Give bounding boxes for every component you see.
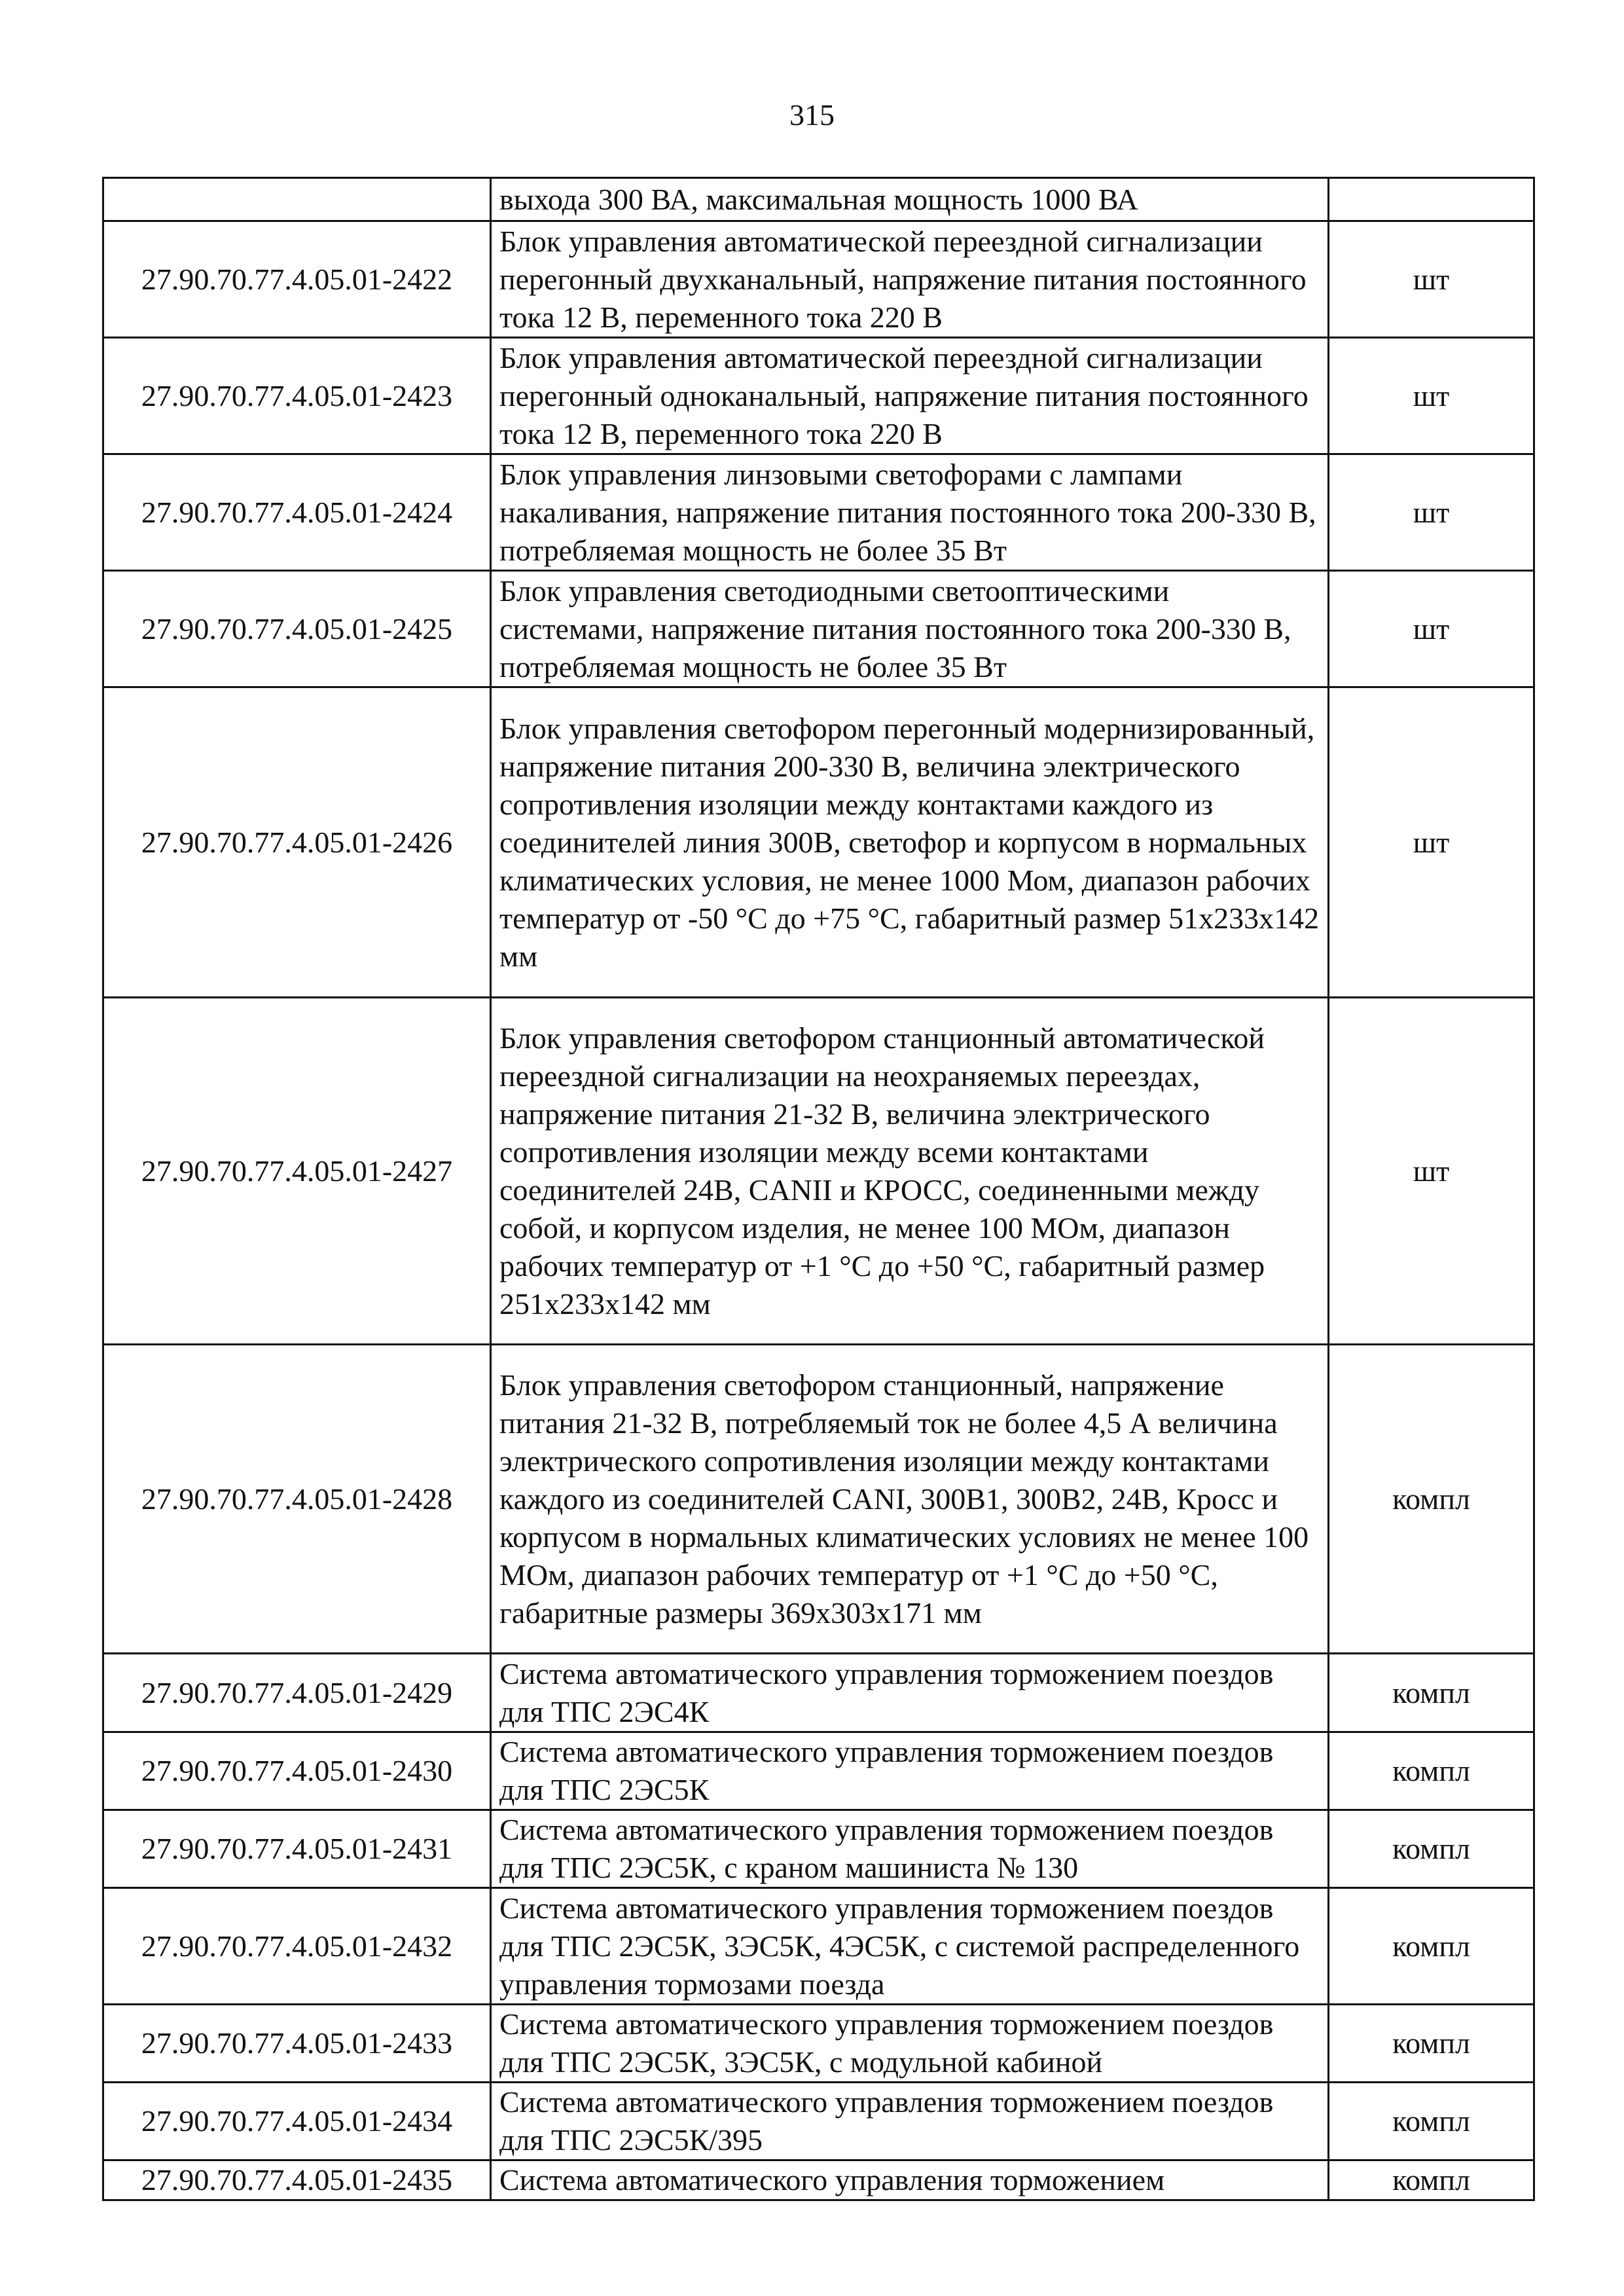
row-description: Блок управления светофором перегонный модернизированный, напряжение питания 200-330 В, величина электрического сопротивления изоляции между контактами каждого из соединителей линия 300В, светофор и корпусом в нормальных климатических условия, не менее 1000 Мом, диапазон рабочих температур от -50 °С до +75 °С, габаритный размер 51х233х142 мм bbox=[491, 687, 1329, 998]
row-code: 27.90.70.77.4.05.01-2422 bbox=[103, 221, 491, 338]
row-unit: шт bbox=[1329, 338, 1534, 454]
row-description: Блок управления светодиодными светооптическими системами, напряжение питания постоянного тока 200-330 В, потребляемая мощность не более 35 Вт bbox=[491, 571, 1329, 687]
row-code: 27.90.70.77.4.05.01-2434 bbox=[103, 2083, 491, 2160]
table-row bbox=[103, 454, 1534, 571]
table-row bbox=[103, 178, 1534, 221]
row-description: выхода 300 ВА, максимальная мощность 1000 ВА bbox=[491, 178, 1329, 221]
table-row bbox=[103, 1732, 1534, 1810]
row-description: Система автоматического управления торможением поездов для ТПС 2ЭС5К, 3ЭС5К, с модульной кабиной bbox=[491, 2005, 1329, 2083]
table-row bbox=[103, 2083, 1534, 2160]
table-row bbox=[103, 1345, 1534, 1654]
row-code: 27.90.70.77.4.05.01-2425 bbox=[103, 571, 491, 687]
page-number: 315 bbox=[789, 98, 835, 132]
row-code: 27.90.70.77.4.05.01-2430 bbox=[103, 1732, 491, 1810]
row-unit: компл bbox=[1329, 1888, 1534, 2005]
row-code: 27.90.70.77.4.05.01-2427 bbox=[103, 998, 491, 1345]
table-row bbox=[103, 221, 1534, 338]
row-unit: шт bbox=[1329, 998, 1534, 1345]
table-row bbox=[103, 571, 1534, 687]
table-row bbox=[103, 2005, 1534, 2083]
row-unit: компл bbox=[1329, 1345, 1534, 1654]
row-description: Система автоматического управления торможением поездов для ТПС 2ЭС5К, 3ЭС5К, 4ЭС5К, с системой распределенного управления тормозами поезда bbox=[491, 1888, 1329, 2005]
row-code: 27.90.70.77.4.05.01-2423 bbox=[103, 338, 491, 454]
row-code: 27.90.70.77.4.05.01-2428 bbox=[103, 1345, 491, 1654]
row-description: Блок управления светофором станционный автоматической переездной сигнализации на неохраняемых переездах, напряжение питания 21-32 В, величина электрического сопротивления изоляции между всеми контактами соединителей 24В, CANII и КРОСС, соединенными между собой, и корпусом изделия, не менее 100 МОм, диапазон рабочих температур от +1 °С до +50 °С, габаритный размер 251х233х142 мм bbox=[491, 998, 1329, 1345]
row-unit bbox=[1329, 178, 1534, 221]
table-body bbox=[103, 178, 1534, 2200]
row-unit: компл bbox=[1329, 2005, 1534, 2083]
row-unit: шт bbox=[1329, 687, 1534, 998]
row-unit: шт bbox=[1329, 221, 1534, 338]
row-code bbox=[103, 178, 491, 221]
row-code: 27.90.70.77.4.05.01-2433 bbox=[103, 2005, 491, 2083]
row-code: 27.90.70.77.4.05.01-2435 bbox=[103, 2160, 491, 2200]
table-row bbox=[103, 1888, 1534, 2005]
row-description: Блок управления автоматической переездной сигнализации перегонный одноканальный, напряжение питания постоянного тока 12 В, переменного тока 220 В bbox=[491, 338, 1329, 454]
row-description: Система автоматического управления торможением поездов для ТПС 2ЭС5К, с краном машиниста № 130 bbox=[491, 1810, 1329, 1888]
table-row bbox=[103, 1810, 1534, 1888]
row-unit: компл bbox=[1329, 1654, 1534, 1732]
table-row bbox=[103, 998, 1534, 1345]
row-code: 27.90.70.77.4.05.01-2429 bbox=[103, 1654, 491, 1732]
row-unit: компл bbox=[1329, 1810, 1534, 1888]
row-unit: компл bbox=[1329, 2160, 1534, 2200]
row-code: 27.90.70.77.4.05.01-2426 bbox=[103, 687, 491, 998]
row-description: Система автоматического управления торможением поездов для ТПС 2ЭС5К bbox=[491, 1732, 1329, 1810]
row-code: 27.90.70.77.4.05.01-2424 bbox=[103, 454, 491, 571]
row-code: 27.90.70.77.4.05.01-2432 bbox=[103, 1888, 491, 2005]
table-row bbox=[103, 1654, 1534, 1732]
specification-table bbox=[102, 177, 1535, 2201]
row-description: Система автоматического управления торможением поездов для ТПС 2ЭС4К bbox=[491, 1654, 1329, 1732]
row-description: Система автоматического управления торможением bbox=[491, 2160, 1329, 2200]
row-unit: компл bbox=[1329, 2083, 1534, 2160]
row-code: 27.90.70.77.4.05.01-2431 bbox=[103, 1810, 491, 1888]
table-row bbox=[103, 338, 1534, 454]
row-unit: шт bbox=[1329, 454, 1534, 571]
row-description: Блок управления светофором станционный, напряжение питания 21-32 В, потребляемый ток не более 4,5 А величина электрического сопротивления изоляции между контактами каждого из соединителей CANI, 300В1, 300В2, 24В, Кросс и корпусом в нормальных климатических условиях не менее 100 МОм, диапазон рабочих температур от +1 °С до +50 °С, габаритные размеры 369х303х171 мм bbox=[491, 1345, 1329, 1654]
row-description: Блок управления автоматической переездной сигнализации перегонный двухканальный, напряжение питания постоянного тока 12 В, переменного тока 220 В bbox=[491, 221, 1329, 338]
row-description: Блок управления линзовыми светофорами с лампами накаливания, напряжение питания постоянного тока 200-330 В, потребляемая мощность не более 35 Вт bbox=[491, 454, 1329, 571]
row-description: Система автоматического управления торможением поездов для ТПС 2ЭС5К/395 bbox=[491, 2083, 1329, 2160]
table-row bbox=[103, 2160, 1534, 2200]
row-unit: шт bbox=[1329, 571, 1534, 687]
row-unit: компл bbox=[1329, 1732, 1534, 1810]
table-row bbox=[103, 687, 1534, 998]
